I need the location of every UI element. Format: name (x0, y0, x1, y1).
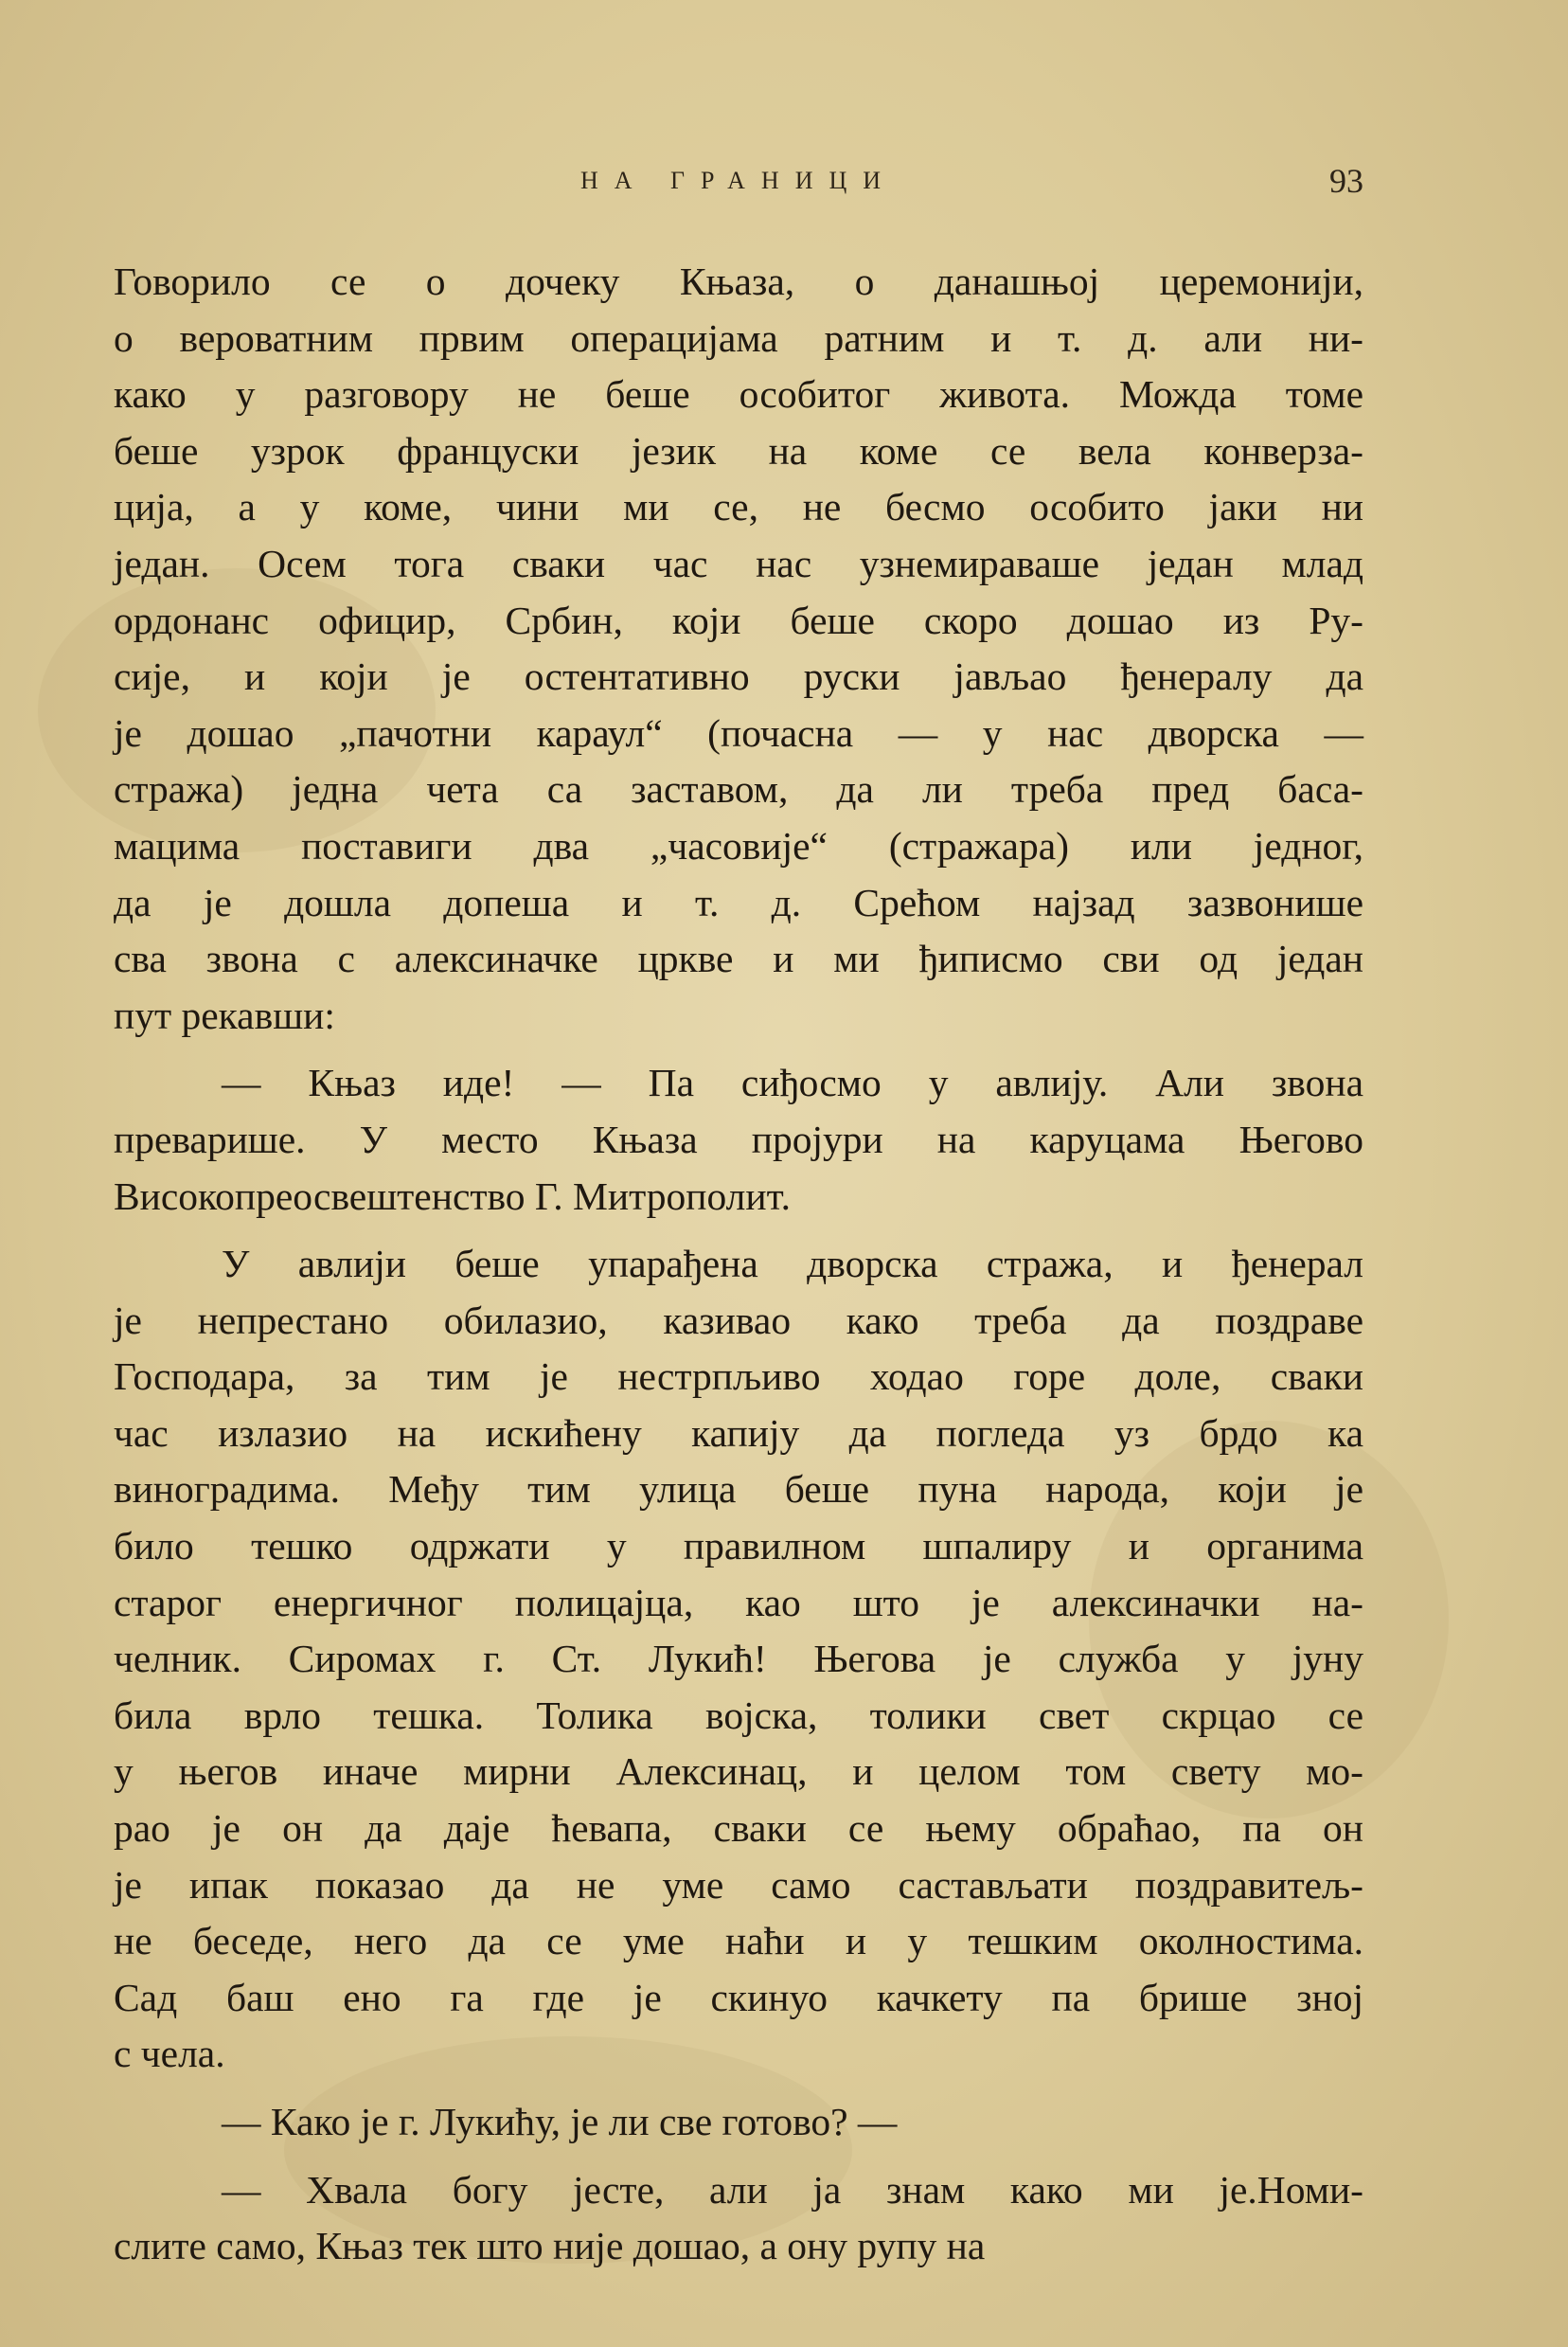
text-line: како у разговору не беше особитог живота. Можда томе (114, 372, 1363, 417)
text-line: рао је он да даје ћевапа, сваки се њему обраћао, па он (114, 1806, 1363, 1851)
text-line: ордонанс официр, Србин, који беше скоро дошао из Ру- (114, 598, 1363, 642)
text-line: Сад баш ено га где је скинуо качкету па брише зној (114, 1975, 1363, 2019)
text-line: стража) једна чета са заставом, да ли треба пред баса- (114, 767, 1363, 812)
text-line: је ипак показао да не уме само састављати поздравитељ- (114, 1862, 1363, 1907)
text-line: Говорило се о дочеку Књаза, о данашњој церемонији, (114, 260, 1363, 303)
paragraph (114, 2094, 1363, 2151)
text-line: била врло тешка. Толика војска, толики свет скрцао се (114, 1693, 1363, 1737)
text-line: било тешко одржати у правилном шпалиру и органима (114, 1524, 1363, 1568)
page-number: 93 (1329, 162, 1363, 200)
text-line: — Књаз иде! — Па сиђосмо у авлију. Али звона (222, 1061, 1363, 1105)
text-line: час излазио на искићену капију да погледа уз брдо ка (114, 1410, 1363, 1455)
text-line: Господара, за тим је нестрпљиво ходао горе доле, сваки (114, 1354, 1363, 1399)
text-line: виноградима. Међу тим улица беше пуна народа, који је (114, 1467, 1363, 1512)
text-line: слите само, Књаз тек што није дошао, а ону рупу на (114, 2224, 986, 2268)
paragraph (114, 254, 1363, 1044)
text-line: сва звона с алексиначке цркве и ми ђиписмо сви од један (114, 937, 1363, 981)
text-line: челник. Сиромах г. Ст. Лукић! Његова је служба у јуну (114, 1637, 1363, 1681)
text-line: један. Осем тога сваки час нас узнемираваше један млад (114, 541, 1363, 585)
text-line: — Како је г. Лукићу, је ли све готово? — (222, 2100, 898, 2143)
text-line: је дошао „пачотни караул“ (почасна — у нас дворска — (114, 710, 1363, 755)
text-line: мацима поставиги два „часовије“ (стражара) или једног, (114, 823, 1363, 868)
text-line: с чела. (114, 2032, 225, 2076)
text-line: сије, и који је остентативно руски јављао ђенералу да (114, 654, 1363, 699)
text-line: не беседе, него да се уме наћи и у тешким околностима. (114, 1919, 1363, 1963)
text-line: о вероватним првим операцијама ратним и т. д. али ни- (114, 315, 1363, 360)
text-line: у његов иначе мирни Алексинац, и целом том свету мо- (114, 1749, 1363, 1794)
paragraph (114, 1236, 1363, 2083)
paragraph (114, 2162, 1363, 2275)
paragraph (114, 1055, 1363, 1225)
text-line: ција, а у коме, чини ми се, не бесмо особито јаки ни (114, 485, 1363, 529)
text-line: да је дошла допеша и т. д. Срећом најзад зазвонише (114, 880, 1363, 924)
text-line: пут рекавши: (114, 993, 335, 1037)
text-line: беше узрок француски језик на коме се вела конверза- (114, 428, 1363, 473)
text-line: преварише. У место Књаза пројури на каруцама Његово (114, 1117, 1363, 1161)
text-line: У авлији беше упарађена дворска стража, и ђенерал (222, 1242, 1363, 1286)
text-line: — Хвала богу јесте, али ја знам како ми је.Номи- (222, 2167, 1363, 2212)
text-line: Високопреосвештенство Г. Митрополит. (114, 1174, 791, 1218)
page-header (114, 161, 1363, 218)
body-text (114, 254, 1363, 2275)
running-title: НА ГРАНИЦИ (579, 167, 898, 194)
text-line: је непрестано обилазио, казивао како треба да поздраве (114, 1298, 1363, 1342)
text-line: старог енергичног полицајца, као што је алексиначки на- (114, 1580, 1363, 1624)
